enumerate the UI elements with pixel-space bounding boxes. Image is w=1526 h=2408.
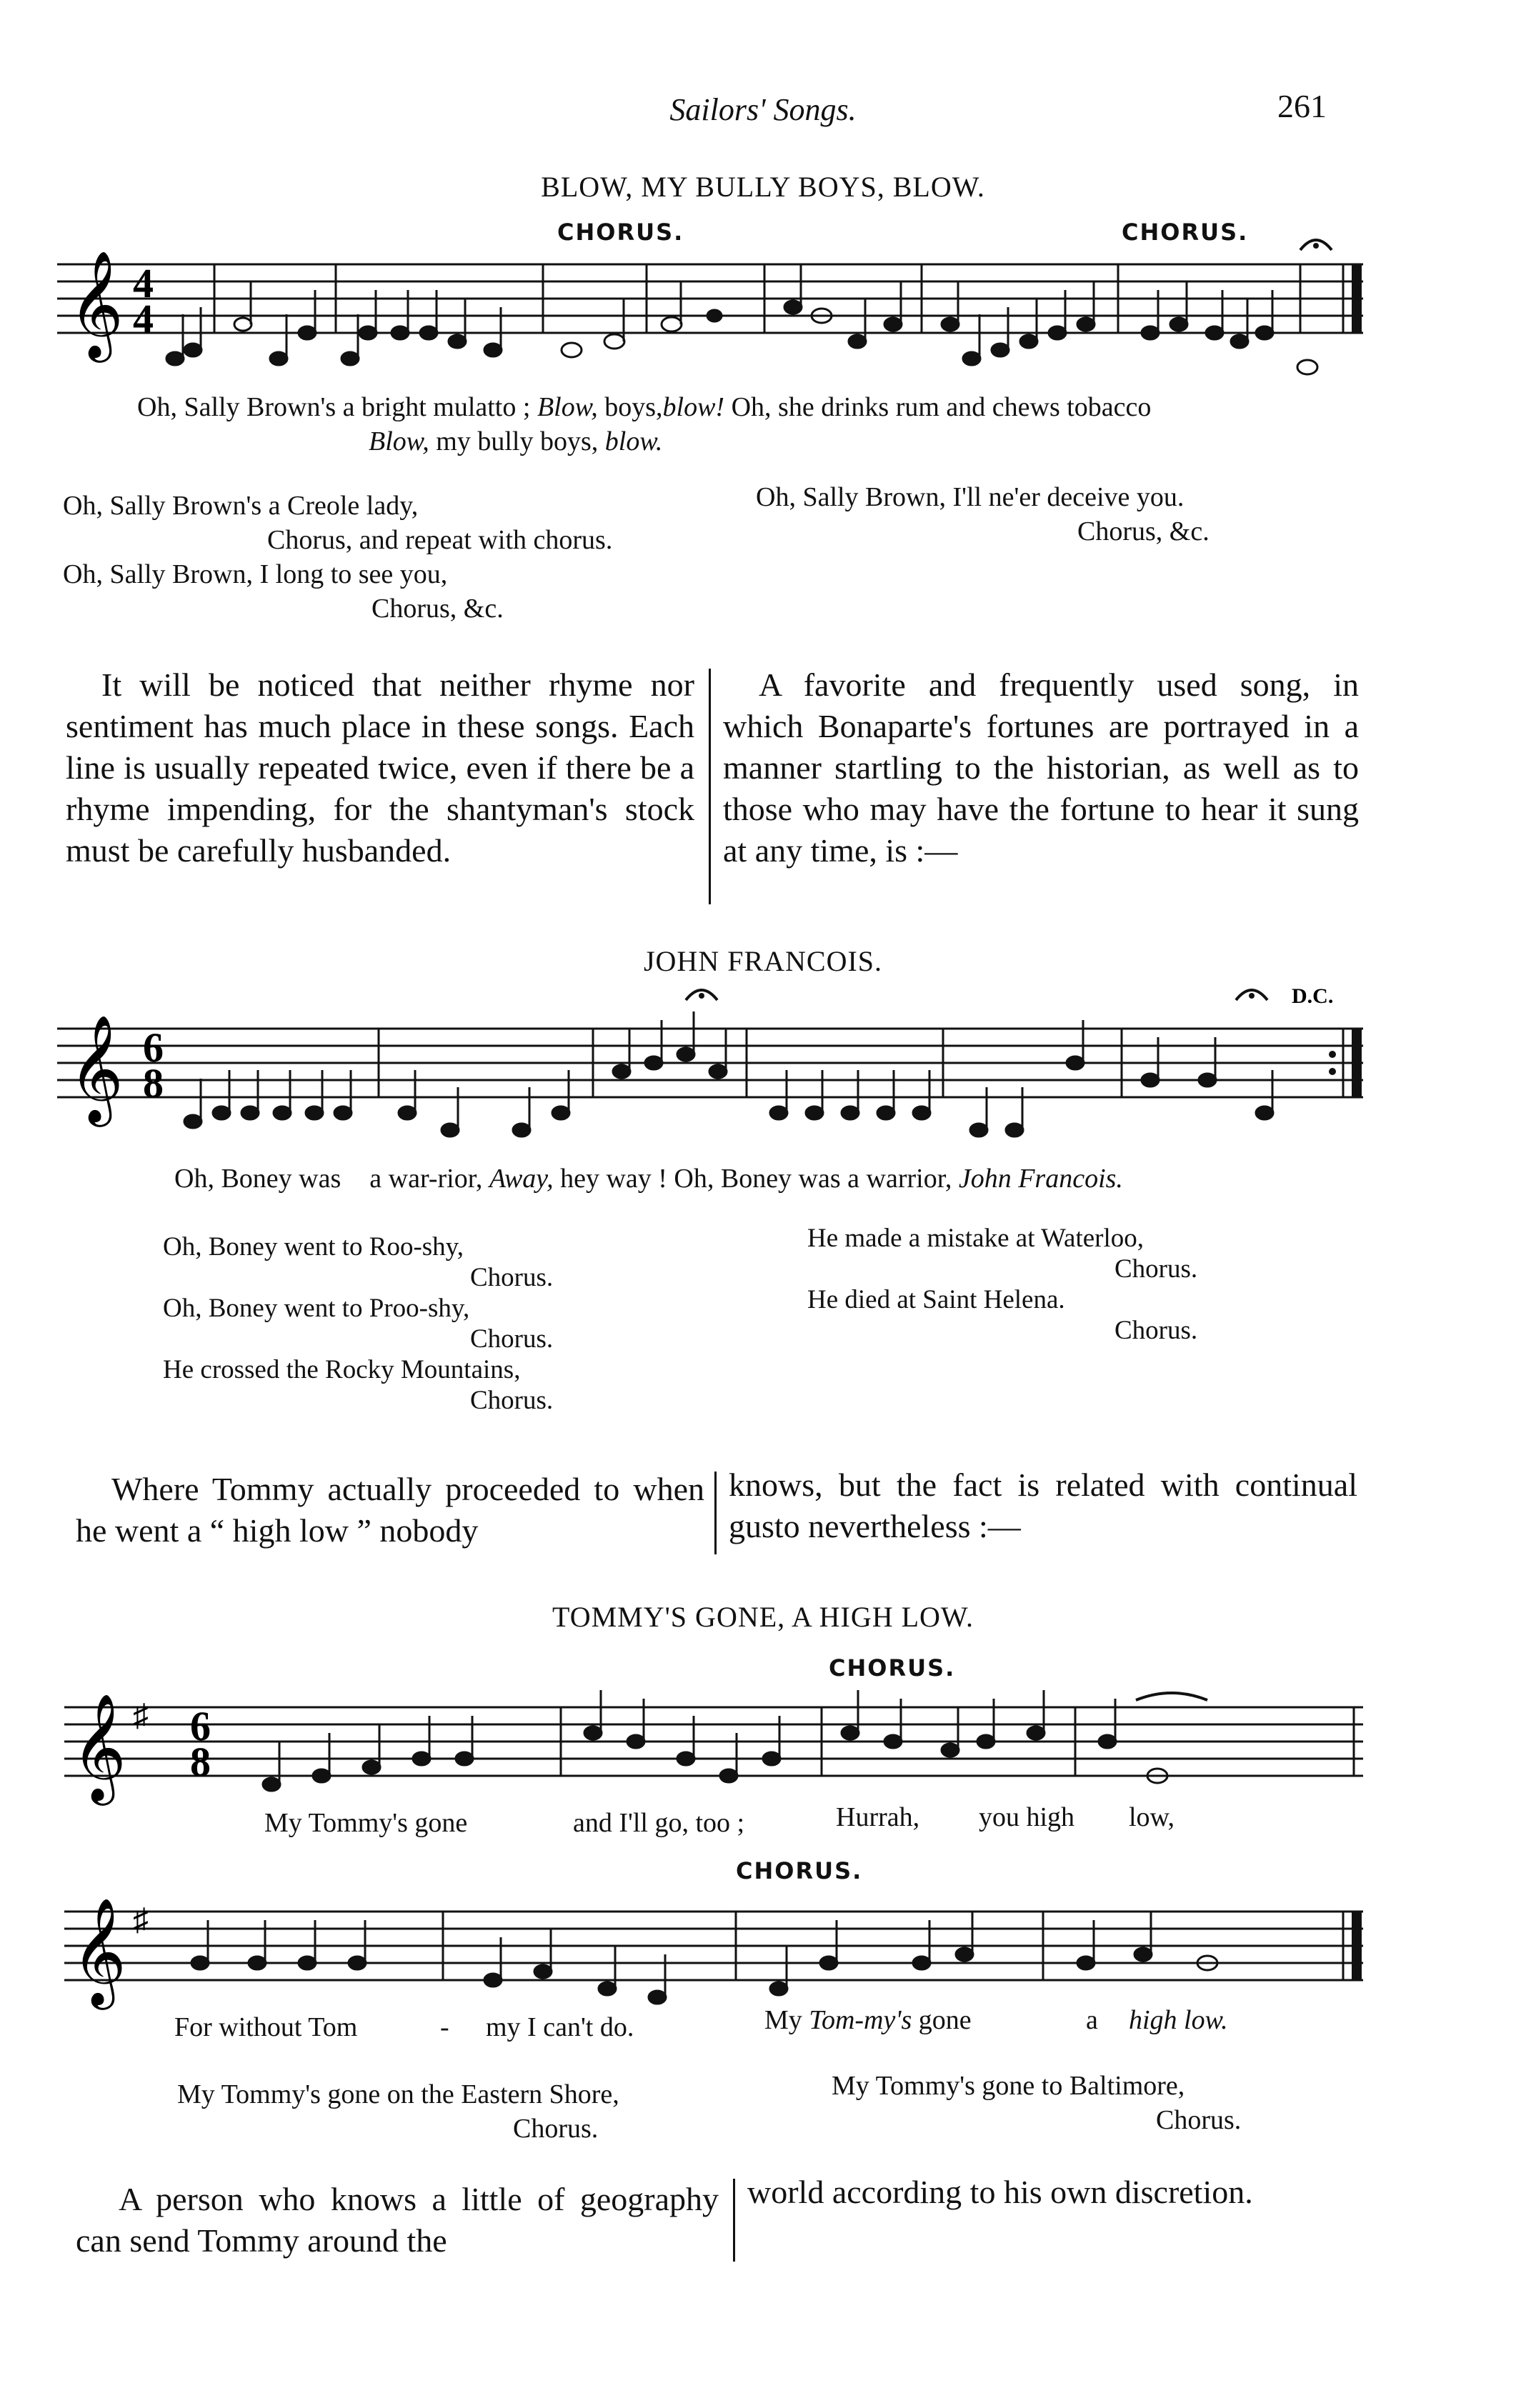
treble-clef-icon: 𝄞: [71, 1697, 126, 1799]
dc-mark: D.C.: [1292, 984, 1334, 1008]
lyric-line: My Tommy's gone: [264, 1808, 468, 1838]
paragraph: A favorite and frequently used song, in which Bonaparte's fortunes are portrayed in a manner startling to the historian, as well as to those who may have the fortune to hear it sung at any time, is :—: [723, 666, 1359, 869]
lyric-line: high low.: [1129, 2005, 1228, 2035]
song-title-blow-my-bully-boys: BLOW, MY BULLY BOYS, BLOW.: [541, 171, 985, 203]
chorus-mark: CHORUS.: [1122, 219, 1249, 246]
verse-block: Oh, Sally Brown, I'll ne'er deceive you. Chorus, &c.: [756, 482, 1210, 546]
chorus-mark: CHORUS.: [736, 1857, 863, 1884]
lyric-line: Oh, Sally Brown's a bright mulatto ; Blow, boys,blow! Oh, she drinks rum and chews tobacco: [137, 392, 1152, 422]
tie-icon: [1136, 1693, 1207, 1700]
svg-text:4: 4: [133, 260, 154, 306]
lyric-line: Hurrah,: [836, 1802, 920, 1832]
sharp-icon: ♯: [133, 1902, 149, 1937]
music-staff-song3-line1: [0, 1672, 1526, 1814]
page-number: 261: [1277, 88, 1327, 124]
treble-clef-icon: 𝄞: [69, 1018, 124, 1121]
time-signature: [133, 260, 154, 342]
column-rule: [733, 2179, 735, 2262]
svg-text:8: 8: [143, 1060, 164, 1106]
lyric-line: My Tom-my's gone: [764, 2005, 972, 2035]
paragraph: Where Tommy actually proceeded to when he went a “ high low ” nobody: [76, 1471, 704, 1549]
paragraph: A person who knows a little of geography can send Tommy around the: [76, 2181, 719, 2259]
treble-clef-icon: 𝄞: [71, 1901, 126, 2004]
chorus-mark: CHORUS.: [557, 219, 684, 246]
time-signature: [143, 1024, 164, 1106]
chorus-mark: CHORUS.: [829, 1654, 956, 1682]
column-rule: [709, 669, 711, 904]
lyric-line: you high: [979, 1802, 1075, 1832]
lyric-line: and I'll go, too ;: [573, 1808, 745, 1838]
lyric-line: -: [440, 2012, 449, 2042]
verse-block: Oh, Boney went to Roo-shy, Chorus. Oh, Boney went to Proo-shy, Chorus. He crossed the Rocky Mountains, Chorus.: [163, 1232, 554, 1415]
lyric-line: For without Tom: [174, 2012, 358, 2042]
song-title-tommys-gone: TOMMY'S GONE, A HIGH LOW.: [552, 1601, 974, 1633]
verse-block: My Tommy's gone to Baltimore, Chorus.: [832, 2071, 1242, 2135]
lyric-line: Oh, Boney was a war-rior, Away, hey way ! Oh, Boney was a warrior, John Francois.: [174, 1164, 1123, 1194]
lyric-line: low,: [1129, 1802, 1175, 1832]
paragraph: It will be noticed that neither rhyme nor sentiment has much place in these songs. Each line is usually repeated twice, even if there be a rhyme impending, for the shantyman's stock must be carefully husbanded.: [66, 666, 694, 869]
lyric-line: a: [1086, 2005, 1098, 2035]
svg-text:6: 6: [190, 1703, 211, 1749]
paragraph: world according to his own discretion.: [747, 2174, 1253, 2210]
paragraph: knows, but the fact is related with continual gusto nevertheless :—: [729, 1467, 1357, 1544]
sharp-icon: ♯: [133, 1698, 149, 1733]
svg-text:8: 8: [190, 1739, 211, 1785]
verse-block: My Tommy's gone on the Eastern Shore, Chorus.: [177, 2079, 619, 2144]
lyric-line: Blow, my bully boys, blow.: [369, 426, 663, 456]
svg-text:6: 6: [143, 1024, 164, 1071]
music-staff-song2: [0, 979, 1526, 1150]
treble-clef-icon: 𝄞: [69, 254, 124, 356]
time-signature: [190, 1703, 211, 1785]
music-staff-song3-line2: [0, 1876, 1526, 2019]
music-staff-song1: [0, 236, 1526, 400]
verse-block: He made a mistake at Waterloo, Chorus. He died at Saint Helena. Chorus.: [807, 1224, 1198, 1345]
verse-block: Oh, Sally Brown's a Creole lady, Chorus, and repeat with chorus. Oh, Sally Brown, I long to see you, Chorus, &c.: [63, 491, 613, 624]
song-title-john-francois: JOHN FRANCOIS.: [643, 945, 883, 977]
running-title: Sailors' Songs.: [669, 92, 857, 127]
svg-text:4: 4: [133, 296, 154, 342]
lyric-line: my I can't do.: [486, 2012, 634, 2042]
column-rule: [714, 1472, 717, 1554]
